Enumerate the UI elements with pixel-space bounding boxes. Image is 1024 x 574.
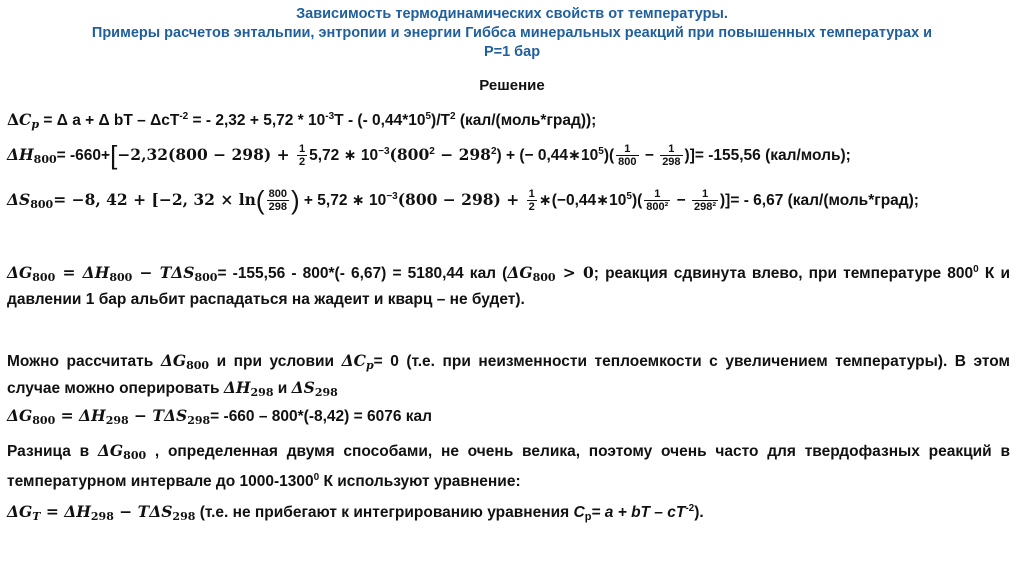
eq1-part-d: )/T [431, 112, 450, 129]
eq2-f1-den: 800 [618, 156, 637, 169]
p2-text-c: и при условии [209, 353, 342, 370]
p1-tds-sub: 800 [194, 271, 218, 284]
eq1-cp-symbol: C [19, 110, 32, 129]
equation-gibbs-t [7, 499, 704, 527]
eq5-dg-sub: T [32, 510, 41, 523]
eq3-lhs: ΔS [7, 190, 31, 209]
p3-text-d: К используют уравнение: [319, 473, 521, 490]
p1-dg: ΔG [7, 263, 33, 282]
eq3-sup-4: 5 [626, 191, 632, 202]
eq5-sup-f: -2 [685, 503, 695, 514]
eq2-part-6: ) + (− 0,44∗10 [496, 147, 599, 164]
p2-dcp: ΔC [341, 351, 366, 370]
p3-dg-sub: 800 [123, 449, 147, 462]
equation-delta-cp [7, 107, 596, 135]
p2-dg-sub: 800 [186, 359, 210, 372]
eq3-part-4: ∗(−0,44∗10 [538, 192, 627, 209]
eq4-dg-sub: 800 [32, 414, 56, 427]
eq2-sup-6: 5 [598, 146, 604, 157]
eq3-sup-2: −3 [386, 191, 398, 202]
eq5-text-f: = a + bT – cT [591, 504, 686, 521]
paragraph-constant-cp [7, 350, 1010, 404]
eq2-open-bracket: [ [110, 140, 118, 170]
eq2-part-4: (800 [389, 145, 430, 164]
eq4-dg: ΔG [7, 406, 33, 425]
eq3-close-paren: ) [290, 185, 300, 215]
eq3-lhs-sub: 800 [30, 198, 54, 211]
eq2-fraction-2 [660, 143, 682, 168]
eq3-f3-den: 298² [693, 201, 717, 214]
slide-title [0, 5, 1024, 62]
eq2-part-7: )( [603, 147, 615, 164]
eq4-dh-sub: 298 [105, 414, 129, 427]
eq1-part-c: T - (- 0,44*10 [334, 112, 426, 129]
eq3-half-den: 2 [528, 201, 535, 214]
eq1-part-b: = - 2,32 + 5,72 * 10 [188, 112, 326, 129]
eq5-dg: ΔG [7, 502, 33, 521]
eq1-part-e: (кал/(моль*град)); [455, 112, 597, 129]
eq1-sup-d: 2 [449, 111, 456, 122]
eq2-sup-4: 2 [429, 146, 435, 157]
eq3-part-3: (800 − 298) + [397, 190, 525, 209]
eq3-f2-num: 1 [644, 188, 670, 201]
p1-text-h: К и давлении 1 бар альбит распадаться на жадеит и кварц – не будет). [7, 265, 1010, 308]
eq3-part-1: = −8, 42 + [−2, 32 × ln [53, 190, 256, 209]
p2-text-a: Можно рассчитать [7, 353, 161, 370]
eq2-sup-5: 2 [490, 146, 497, 157]
p2-text-e: = 0 (т.е. при неизменности теплоемкости с увеличением температуры). В этом случае можно оперировать [7, 353, 1010, 397]
p1-dg2-sub: 800 [532, 271, 556, 284]
eq2-f2-num: 1 [660, 143, 682, 156]
eq2-fraction-1 [616, 143, 638, 168]
eq4-tds-sub: 298 [187, 414, 211, 427]
eq5-text-g: ). [694, 504, 704, 521]
eq5-tds: − TΔS [113, 502, 173, 521]
eq3-part-6: − [672, 192, 690, 209]
eq5-dh-sub: 298 [90, 510, 114, 523]
eq3-f1-num: 800 [268, 188, 287, 201]
eq2-part-8: − [640, 147, 659, 164]
title-line-1: Зависимость термодинамических свойств от температуры. [296, 6, 728, 22]
p3-text-c: , определенная двумя способами, не очень велика, поэтому очень часто для твердофазных реакций в температурном интервале до 1000-1300 [7, 443, 1010, 490]
eq5-tds-sub: 298 [172, 510, 196, 523]
eq3-open-paren: ( [255, 185, 265, 215]
eq1-delta: Δ [7, 110, 20, 129]
eq3-half-num: 1 [528, 188, 535, 201]
eq4-dh: = ΔH [55, 406, 106, 425]
eq2-sup-3: −3 [378, 146, 390, 157]
p1-tds: − TΔS [132, 263, 195, 282]
p2-ds: ΔS [291, 378, 315, 397]
eq1-part-a: = Δ a + Δ bT – ΔcT [43, 112, 180, 129]
eq2-part-5: − 298 [434, 145, 491, 164]
p2-text-g: и [273, 380, 292, 397]
p3-dg: ΔG [97, 441, 124, 460]
eq4-tds: − TΔS [128, 406, 188, 425]
p2-dcp-sub: p [365, 359, 374, 372]
p1-sup-g: 0 [973, 264, 979, 275]
equation-gibbs-298 [7, 406, 432, 431]
eq3-fraction-1 [267, 188, 289, 213]
p2-ds-sub: 298 [314, 386, 338, 399]
eq1-sup-a: -2 [179, 111, 189, 122]
eq3-fraction-2 [644, 188, 670, 213]
eq2-lhs: ΔH [7, 145, 34, 164]
p2-dg: ΔG [160, 351, 187, 370]
eq3-part-2: + 5,72 ∗ 10 [299, 192, 387, 209]
paragraph-gibbs-800 [7, 259, 1010, 311]
eq2-part-2: −2,32(800 − 298) + [117, 145, 295, 164]
eq2-part-1: = -660+ [56, 147, 111, 164]
p1-text-g: ; реакция сдвинута влево, при температуре 800 [593, 265, 974, 282]
p1-text-d: = -155,56 - 800*(- 6,67) = 5180,44 кал ( [217, 265, 508, 282]
p1-dh: = ΔH [55, 263, 110, 282]
eq3-f1-den: 298 [268, 201, 287, 214]
p2-dh-sub: 298 [250, 386, 274, 399]
paragraph-difference [7, 440, 1010, 493]
eq1-sup-b: -3 [325, 111, 335, 122]
eq3-f2-den: 800² [646, 201, 669, 214]
eq3-part-5: )( [631, 192, 643, 209]
eq2-half-num: 1 [299, 143, 306, 156]
title-line-3: Р=1 бар [483, 44, 541, 60]
eq3-half-fraction [527, 188, 537, 213]
eq5-cp: C [573, 504, 585, 521]
eq2-part-9: )]= -155,56 (кал/моль); [684, 147, 851, 164]
p1-gt-zero: > 0 [555, 263, 594, 282]
eq1-sup-c: 5 [425, 111, 432, 122]
p3-text-a: Разница в [7, 443, 98, 460]
title-line-2: Примеры расчетов энтальпии, энтропии и энергии Гиббса минеральных реакций при повышенных температурах и [91, 25, 933, 41]
p1-dh-sub: 800 [109, 271, 133, 284]
eq3-f3-num: 1 [692, 188, 718, 201]
eq2-f1-num: 1 [616, 143, 638, 156]
eq2-f2-den: 298 [662, 156, 681, 169]
equation-delta-s800 [7, 187, 919, 215]
eq2-half-fraction [297, 143, 307, 168]
eq4-text-d: = -660 – 800*(-8,42) = 6076 кал [210, 408, 433, 425]
p3-sup-c: 0 [313, 472, 320, 483]
eq5-dh: = ΔH [40, 502, 91, 521]
eq2-half-den: 2 [299, 156, 306, 169]
eq5-cp-sub: p [584, 511, 592, 523]
p1-dg-sub: 800 [32, 271, 56, 284]
p2-dh: ΔH [223, 378, 251, 397]
eq2-lhs-sub: 800 [33, 153, 57, 166]
equation-delta-h800 [7, 142, 851, 170]
eq2-part-3: 5,72 ∗ 10 [309, 147, 379, 164]
solution-heading: Решение [479, 77, 545, 94]
eq3-part-7: )]= - 6,67 (кал/(моль*град); [720, 192, 919, 209]
p1-dg2: ΔG [507, 263, 533, 282]
eq3-fraction-3 [692, 188, 718, 213]
eq5-text-d: (т.е. не прибегают к интегрированию уравнения [195, 504, 574, 521]
eq1-cp-sub: p [31, 118, 40, 131]
